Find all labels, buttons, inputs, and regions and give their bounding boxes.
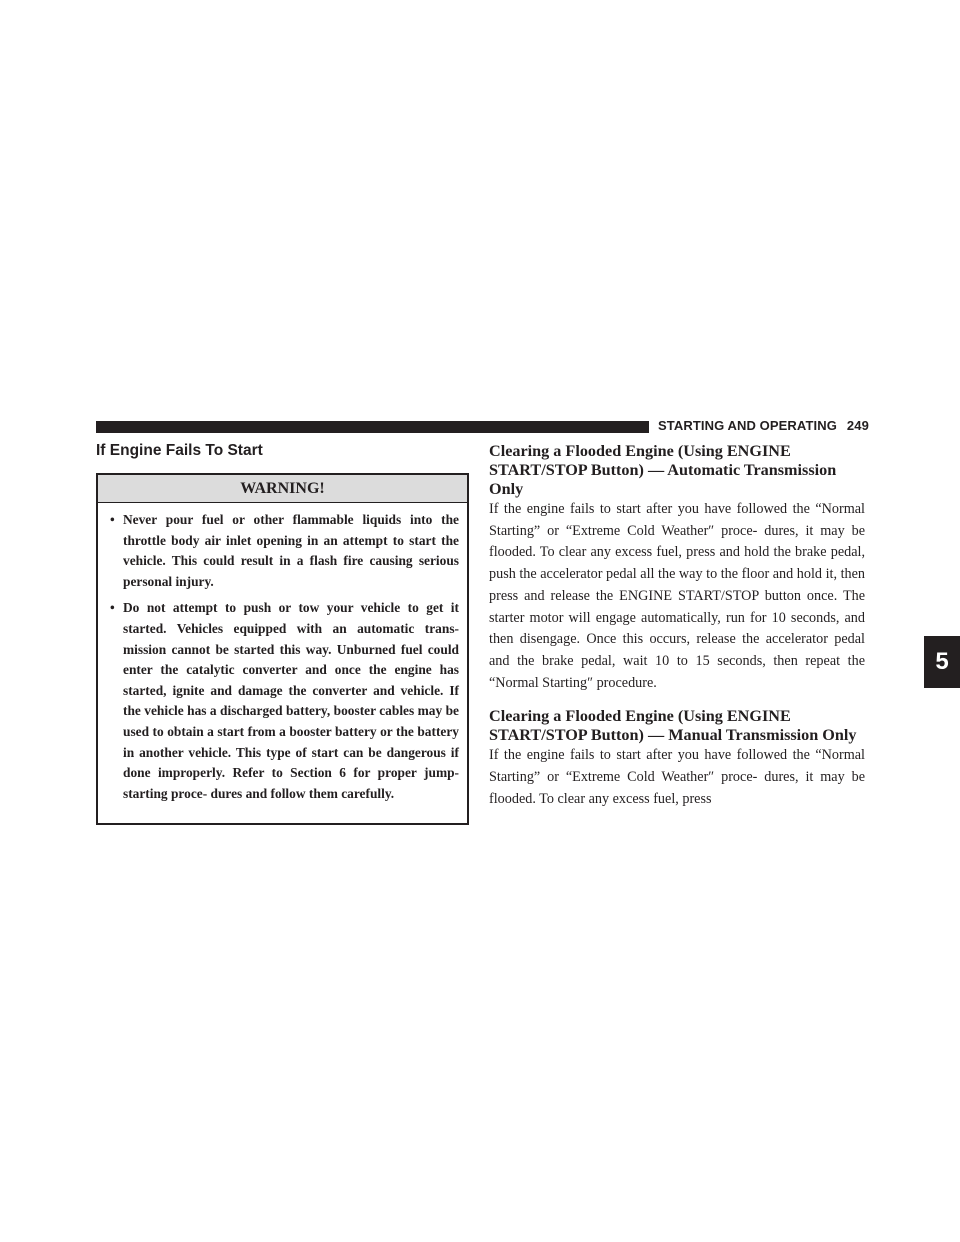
bullet-icon: • <box>110 512 115 527</box>
warning-label: WARNING! <box>98 475 467 503</box>
subsection-body-manual: If the engine fails to start after you have followed the “Normal Starting” or “Extreme Cold Weather″ proce- dures, it may be flooded. To clear any excess fuel, press <box>489 747 865 807</box>
bullet-icon: • <box>110 600 115 616</box>
warning-item <box>107 598 459 804</box>
warning-item <box>107 510 459 592</box>
section-title: If Engine Fails To Start <box>96 442 263 459</box>
header-rule <box>96 421 649 433</box>
right-column <box>489 442 865 810</box>
section-tab: 5 <box>924 636 960 688</box>
subsection-heading-manual: Clearing a Flooded Engine (Using ENGINE START/STOP Button) — Manual Transmission Only <box>489 707 857 745</box>
running-header-title: STARTING AND OPERATING <box>658 418 837 433</box>
subsection-heading-automatic: Clearing a Flooded Engine (Using ENGINE START/STOP Button) — Automatic Transmission Only <box>489 442 837 498</box>
page-number: 249 <box>846 418 869 433</box>
warning-item-text: Never pour fuel or other flammable liquids into the throttle body air inlet opening in an attempt to start the vehicle. This could result in a flash fire causing serious personal injury. <box>123 512 459 589</box>
warning-item-text: Do not attempt to push or tow your vehicle to get it started. Vehicles equipped with an automatic trans- mission cannot be started this way. Unburned fuel could enter the catalytic converter and once the engine has started, ignite and damage the converter and vehicle. If the vehicle has a discharged battery, booster cables may be used to obtain a start from a booster battery or the battery in another vehicle. This type of start can be dangerous if done improperly. Refer to Section 6 for proper jump-starting proce- dures and follow them carefully. <box>123 600 459 801</box>
warning-list <box>98 503 467 804</box>
subsection-body-automatic: If the engine fails to start after you have followed the “Normal Starting” or “Extreme Cold Weather″ proce- dures, it may be flooded. To clear any excess fuel, press and hold the brake pedal, push the accelerator pedal all the way to the floor and hold it, then press and release the ENGINE START/STOP button once. The starter motor will engage automatically, run for 10 seconds, and then disengage. Once this occurs, release the accelerator pedal and the brake pedal, wait 10 to 15 seconds, then repeat the “Normal Starting″ procedure. <box>489 501 865 691</box>
running-header <box>658 418 868 436</box>
warning-box <box>96 473 469 825</box>
